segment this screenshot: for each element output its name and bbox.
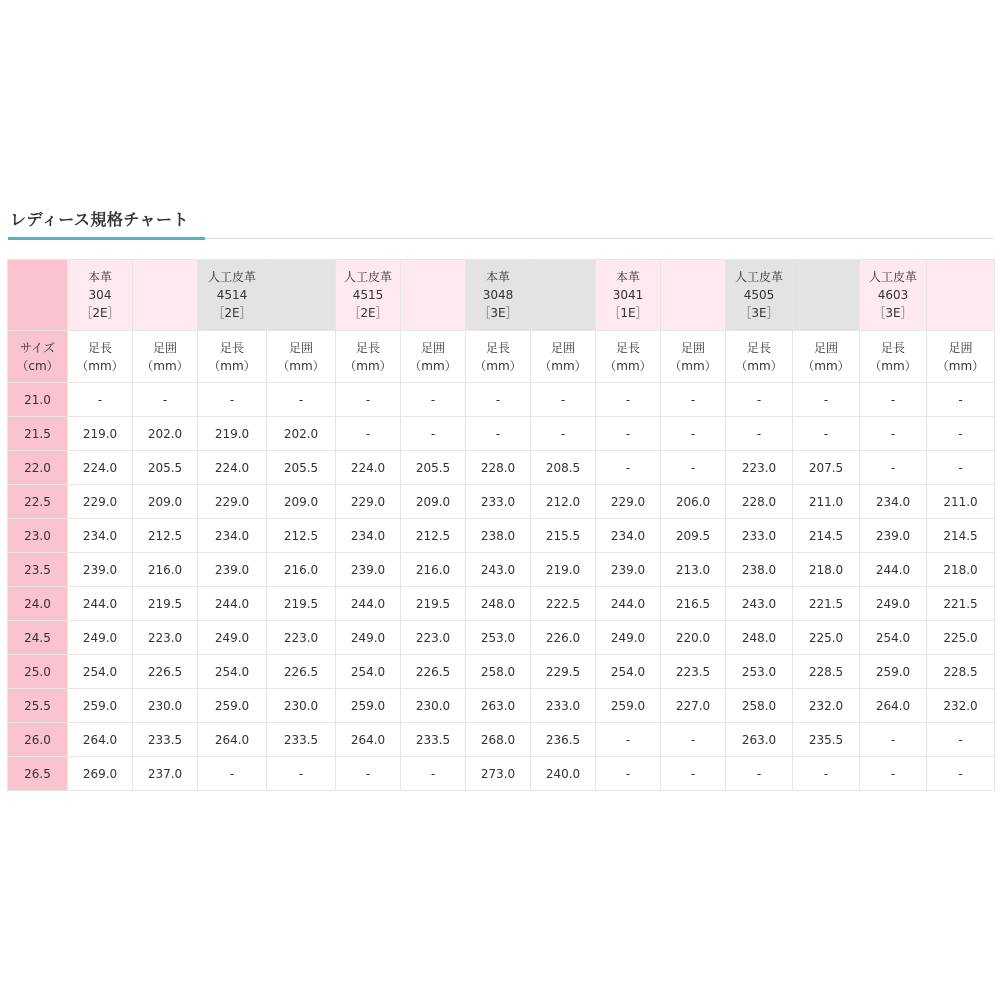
foot-length-cell: 264.0 <box>68 723 133 757</box>
model-width: ［2E］ <box>348 306 388 320</box>
measure-label: 足長 <box>219 340 244 355</box>
foot-length-cell: 229.0 <box>198 485 267 519</box>
model-material: 人工皮革 <box>868 270 917 284</box>
foot-girth-cell: 233.0 <box>531 689 596 723</box>
foot-length-cell: 238.0 <box>726 553 793 587</box>
foot-girth-cell: 202.0 <box>133 417 198 451</box>
foot-length-cell: 249.0 <box>198 621 267 655</box>
table-row <box>8 689 995 723</box>
foot-length-cell: 238.0 <box>466 519 531 553</box>
foot-girth-cell: 219.0 <box>531 553 596 587</box>
foot-length-cell: 249.0 <box>596 621 661 655</box>
foot-girth-cell: - <box>661 417 726 451</box>
model-header-cell <box>466 260 531 331</box>
model-header-filler <box>793 260 860 331</box>
table-row <box>8 655 995 689</box>
foot-girth-cell: 214.5 <box>927 519 995 553</box>
foot-length-header <box>596 331 661 383</box>
measure-label: 足囲 <box>420 340 445 355</box>
foot-girth-cell: 230.0 <box>133 689 198 723</box>
foot-girth-cell: 212.5 <box>267 519 336 553</box>
foot-length-cell: 254.0 <box>198 655 267 689</box>
foot-girth-cell: 237.0 <box>133 757 198 791</box>
foot-girth-cell: 220.0 <box>661 621 726 655</box>
foot-girth-cell: 219.5 <box>267 587 336 621</box>
foot-girth-header <box>793 331 860 383</box>
table-row <box>8 553 995 587</box>
foot-length-cell: 228.0 <box>726 485 793 519</box>
foot-girth-cell: 233.5 <box>133 723 198 757</box>
foot-length-cell: 234.0 <box>596 519 661 553</box>
model-material: 人工皮革 <box>343 270 392 284</box>
foot-length-cell: 248.0 <box>726 621 793 655</box>
model-material: 本革 <box>87 270 112 284</box>
section-title: レディース規格チャート <box>10 210 189 229</box>
foot-length-cell: 224.0 <box>336 451 401 485</box>
foot-girth-cell: - <box>531 417 596 451</box>
foot-girth-cell: 230.0 <box>401 689 466 723</box>
size-cell: 25.0 <box>8 655 68 689</box>
foot-girth-cell: 206.0 <box>661 485 726 519</box>
model-header-filler <box>531 260 596 331</box>
foot-girth-cell: 221.5 <box>793 587 860 621</box>
model-header-row <box>8 260 995 331</box>
foot-girth-cell: 209.0 <box>267 485 336 519</box>
foot-girth-cell: 221.5 <box>927 587 995 621</box>
foot-girth-cell: 219.5 <box>133 587 198 621</box>
model-header-filler <box>267 260 336 331</box>
measure-unit: （mm） <box>802 358 850 373</box>
foot-length-cell: - <box>336 757 401 791</box>
model-header-cell <box>726 260 793 331</box>
foot-girth-cell: 230.0 <box>267 689 336 723</box>
foot-length-cell: 249.0 <box>336 621 401 655</box>
size-column-header <box>8 331 68 383</box>
foot-girth-cell: - <box>661 383 726 417</box>
size-cell: 26.0 <box>8 723 68 757</box>
model-header-cell <box>860 260 927 331</box>
foot-girth-cell: 212.0 <box>531 485 596 519</box>
measure-label: 足囲 <box>152 340 177 355</box>
title-accent-bar <box>8 237 205 240</box>
size-header-line2: （cm） <box>16 358 59 373</box>
foot-length-cell: - <box>198 383 267 417</box>
model-header-filler <box>133 260 198 331</box>
foot-girth-cell: 233.5 <box>267 723 336 757</box>
foot-length-cell: - <box>336 383 401 417</box>
model-number: 304 <box>88 288 112 302</box>
model-width: ［3E］ <box>873 306 913 320</box>
foot-girth-cell: - <box>927 383 995 417</box>
foot-length-cell: 243.0 <box>726 587 793 621</box>
foot-girth-header <box>133 331 198 383</box>
foot-length-cell: 264.0 <box>336 723 401 757</box>
foot-girth-cell: 228.5 <box>793 655 860 689</box>
size-chart-body <box>8 260 995 791</box>
foot-length-cell: - <box>726 383 793 417</box>
measure-unit: （mm） <box>936 358 985 373</box>
foot-girth-cell: 209.5 <box>661 519 726 553</box>
foot-length-cell: 233.0 <box>726 519 793 553</box>
foot-length-header <box>726 331 793 383</box>
header-corner-cell <box>8 260 68 331</box>
foot-girth-cell: - <box>661 723 726 757</box>
foot-girth-cell: 216.0 <box>267 553 336 587</box>
foot-girth-cell: 232.0 <box>927 689 995 723</box>
foot-girth-cell: 207.5 <box>793 451 860 485</box>
foot-length-cell: - <box>596 723 661 757</box>
foot-length-cell: 258.0 <box>726 689 793 723</box>
foot-girth-cell: 232.0 <box>793 689 860 723</box>
size-cell: 21.5 <box>8 417 68 451</box>
foot-length-cell: 234.0 <box>336 519 401 553</box>
model-width: ［3E］ <box>739 306 779 320</box>
model-number: 3041 <box>612 288 644 302</box>
foot-girth-cell: - <box>927 451 995 485</box>
foot-length-cell: 229.0 <box>68 485 133 519</box>
foot-girth-cell: - <box>267 757 336 791</box>
foot-length-cell: 273.0 <box>466 757 531 791</box>
foot-girth-header <box>927 331 995 383</box>
foot-length-cell: 239.0 <box>336 553 401 587</box>
measure-label: 足長 <box>87 340 112 355</box>
foot-girth-cell: - <box>793 757 860 791</box>
foot-length-cell: 258.0 <box>466 655 531 689</box>
model-width: ［2E］ <box>212 306 252 320</box>
foot-girth-cell: 215.5 <box>531 519 596 553</box>
foot-girth-cell: 212.5 <box>401 519 466 553</box>
foot-girth-cell: - <box>927 723 995 757</box>
measure-unit: （mm） <box>474 358 522 373</box>
foot-length-header <box>68 331 133 383</box>
foot-length-cell: 254.0 <box>860 621 927 655</box>
foot-girth-cell: 209.0 <box>401 485 466 519</box>
foot-length-cell: 234.0 <box>68 519 133 553</box>
foot-length-header <box>860 331 927 383</box>
foot-length-cell: 264.0 <box>860 689 927 723</box>
measure-unit: （mm） <box>409 358 457 373</box>
measure-label: 足囲 <box>288 340 313 355</box>
foot-girth-cell: - <box>927 757 995 791</box>
foot-girth-cell: 225.0 <box>793 621 860 655</box>
foot-length-cell: 239.0 <box>198 553 267 587</box>
foot-girth-cell: - <box>793 383 860 417</box>
model-header-cell <box>596 260 661 331</box>
foot-length-cell: 244.0 <box>336 587 401 621</box>
measure-label: 足囲 <box>948 340 973 355</box>
foot-girth-cell: - <box>401 417 466 451</box>
foot-girth-header <box>661 331 726 383</box>
foot-girth-cell: - <box>661 451 726 485</box>
table-row <box>8 757 995 791</box>
foot-girth-cell: 216.0 <box>133 553 198 587</box>
foot-length-cell: 244.0 <box>68 587 133 621</box>
foot-length-cell: - <box>860 417 927 451</box>
foot-length-cell: - <box>596 451 661 485</box>
table-row <box>8 485 995 519</box>
table-row <box>8 519 995 553</box>
foot-girth-cell: 219.5 <box>401 587 466 621</box>
foot-length-header <box>336 331 401 383</box>
size-header-line1: サイズ <box>19 340 56 355</box>
foot-girth-cell: 213.0 <box>661 553 726 587</box>
foot-girth-cell: 222.5 <box>531 587 596 621</box>
table-row <box>8 587 995 621</box>
foot-girth-cell: 216.0 <box>401 553 466 587</box>
foot-girth-header <box>267 331 336 383</box>
foot-length-cell: 269.0 <box>68 757 133 791</box>
foot-length-cell: 259.0 <box>596 689 661 723</box>
measure-unit: （mm） <box>669 358 717 373</box>
foot-length-cell: - <box>466 417 531 451</box>
model-width: ［3E］ <box>478 306 518 320</box>
foot-length-cell: 244.0 <box>596 587 661 621</box>
table-row <box>8 417 995 451</box>
size-cell: 26.5 <box>8 757 68 791</box>
foot-length-cell: 239.0 <box>596 553 661 587</box>
foot-girth-cell: 235.5 <box>793 723 860 757</box>
foot-length-cell: 228.0 <box>466 451 531 485</box>
model-header-filler <box>401 260 466 331</box>
foot-girth-cell: 223.0 <box>133 621 198 655</box>
model-material: 本革 <box>485 270 510 284</box>
foot-girth-cell: 214.5 <box>793 519 860 553</box>
measure-unit: （mm） <box>208 358 256 373</box>
measure-label: 足囲 <box>550 340 575 355</box>
size-cell: 23.0 <box>8 519 68 553</box>
foot-length-cell: 263.0 <box>726 723 793 757</box>
foot-girth-cell: 223.0 <box>267 621 336 655</box>
foot-girth-cell: 212.5 <box>133 519 198 553</box>
foot-girth-cell: - <box>661 757 726 791</box>
foot-length-cell: 254.0 <box>68 655 133 689</box>
model-number: 4514 <box>216 288 248 302</box>
size-cell: 22.5 <box>8 485 68 519</box>
model-width: ［2E］ <box>80 306 120 320</box>
foot-girth-cell: - <box>401 757 466 791</box>
model-number: 3048 <box>482 288 514 302</box>
foot-length-cell: - <box>68 383 133 417</box>
foot-girth-cell: 223.5 <box>661 655 726 689</box>
model-number: 4603 <box>877 288 909 302</box>
foot-girth-cell: 218.0 <box>927 553 995 587</box>
measure-label: 足長 <box>746 340 771 355</box>
measure-unit: （mm） <box>277 358 325 373</box>
foot-length-cell: - <box>726 757 793 791</box>
foot-length-cell: 248.0 <box>466 587 531 621</box>
model-header-cell <box>336 260 401 331</box>
foot-length-cell: 244.0 <box>198 587 267 621</box>
foot-length-cell: - <box>860 757 927 791</box>
foot-length-cell: 254.0 <box>596 655 661 689</box>
foot-length-cell: 233.0 <box>466 485 531 519</box>
foot-length-cell: 259.0 <box>68 689 133 723</box>
measure-unit: （mm） <box>344 358 392 373</box>
foot-length-cell: 259.0 <box>198 689 267 723</box>
foot-length-cell: - <box>466 383 531 417</box>
size-chart-table <box>7 259 995 791</box>
foot-girth-cell: 211.0 <box>793 485 860 519</box>
model-number: 4515 <box>352 288 384 302</box>
foot-girth-cell: 240.0 <box>531 757 596 791</box>
foot-length-cell: - <box>596 417 661 451</box>
foot-girth-cell: 233.5 <box>401 723 466 757</box>
foot-length-cell: 239.0 <box>68 553 133 587</box>
measure-label: 足長 <box>355 340 380 355</box>
foot-girth-cell: 225.0 <box>927 621 995 655</box>
size-cell: 24.5 <box>8 621 68 655</box>
foot-length-cell: - <box>860 383 927 417</box>
foot-length-cell: 219.0 <box>68 417 133 451</box>
foot-length-cell: 224.0 <box>68 451 133 485</box>
foot-girth-cell: - <box>531 383 596 417</box>
foot-girth-cell: 216.5 <box>661 587 726 621</box>
size-cell: 25.5 <box>8 689 68 723</box>
foot-girth-cell: 236.5 <box>531 723 596 757</box>
foot-girth-cell: 226.5 <box>133 655 198 689</box>
size-cell: 24.0 <box>8 587 68 621</box>
foot-length-cell: - <box>198 757 267 791</box>
measure-label: 足囲 <box>680 340 705 355</box>
foot-girth-cell: 226.5 <box>267 655 336 689</box>
foot-girth-cell: 205.5 <box>133 451 198 485</box>
foot-length-cell: 224.0 <box>198 451 267 485</box>
foot-length-cell: 239.0 <box>860 519 927 553</box>
size-cell: 22.0 <box>8 451 68 485</box>
measure-unit: （mm） <box>735 358 783 373</box>
foot-girth-cell: 205.5 <box>267 451 336 485</box>
foot-girth-cell: 208.5 <box>531 451 596 485</box>
foot-length-cell: - <box>596 757 661 791</box>
size-cell: 21.0 <box>8 383 68 417</box>
model-material: 本革 <box>615 270 640 284</box>
foot-length-cell: 244.0 <box>860 553 927 587</box>
foot-girth-cell: - <box>793 417 860 451</box>
measure-label: 足囲 <box>813 340 838 355</box>
model-number: 4505 <box>743 288 775 302</box>
measure-unit: （mm） <box>141 358 189 373</box>
foot-girth-cell: 227.0 <box>661 689 726 723</box>
foot-length-cell: 219.0 <box>198 417 267 451</box>
model-material: 人工皮革 <box>734 270 783 284</box>
foot-length-cell: 229.0 <box>596 485 661 519</box>
foot-length-header <box>466 331 531 383</box>
measure-label: 足長 <box>615 340 640 355</box>
foot-girth-cell: - <box>133 383 198 417</box>
table-row <box>8 451 995 485</box>
foot-girth-cell: 218.0 <box>793 553 860 587</box>
foot-length-cell: 268.0 <box>466 723 531 757</box>
foot-length-cell: 229.0 <box>336 485 401 519</box>
foot-girth-cell: 226.0 <box>531 621 596 655</box>
foot-length-cell: 263.0 <box>466 689 531 723</box>
foot-length-cell: - <box>596 383 661 417</box>
foot-length-cell: 253.0 <box>726 655 793 689</box>
foot-girth-cell: - <box>401 383 466 417</box>
foot-length-cell: - <box>726 417 793 451</box>
foot-length-cell: - <box>860 451 927 485</box>
unit-header-row <box>8 331 995 383</box>
foot-length-cell: - <box>336 417 401 451</box>
foot-length-header <box>198 331 267 383</box>
foot-length-cell: 249.0 <box>68 621 133 655</box>
measure-unit: （mm） <box>76 358 124 373</box>
table-row <box>8 723 995 757</box>
foot-girth-cell: 205.5 <box>401 451 466 485</box>
foot-girth-cell: 209.0 <box>133 485 198 519</box>
model-header-filler <box>661 260 726 331</box>
foot-length-cell: 223.0 <box>726 451 793 485</box>
foot-girth-cell: 223.0 <box>401 621 466 655</box>
measure-unit: （mm） <box>869 358 917 373</box>
measure-label: 足長 <box>880 340 905 355</box>
measure-unit: （mm） <box>539 358 587 373</box>
foot-girth-cell: 229.5 <box>531 655 596 689</box>
foot-length-cell: 249.0 <box>860 587 927 621</box>
foot-girth-cell: - <box>267 383 336 417</box>
measure-label: 足長 <box>485 340 510 355</box>
table-row <box>8 621 995 655</box>
model-width: ［1E］ <box>608 306 648 320</box>
foot-girth-cell: 202.0 <box>267 417 336 451</box>
measure-unit: （mm） <box>604 358 652 373</box>
model-header-cell <box>198 260 267 331</box>
foot-length-cell: 234.0 <box>198 519 267 553</box>
foot-length-cell: 259.0 <box>860 655 927 689</box>
foot-length-cell: - <box>860 723 927 757</box>
foot-length-cell: 254.0 <box>336 655 401 689</box>
foot-girth-cell: 228.5 <box>927 655 995 689</box>
model-header-cell <box>68 260 133 331</box>
foot-length-cell: 234.0 <box>860 485 927 519</box>
model-header-filler <box>927 260 995 331</box>
foot-girth-cell: 211.0 <box>927 485 995 519</box>
table-row <box>8 383 995 417</box>
foot-girth-header <box>401 331 466 383</box>
model-material: 人工皮革 <box>207 270 256 284</box>
foot-girth-cell: 226.5 <box>401 655 466 689</box>
foot-length-cell: 243.0 <box>466 553 531 587</box>
foot-girth-header <box>531 331 596 383</box>
foot-girth-cell: - <box>927 417 995 451</box>
foot-length-cell: 253.0 <box>466 621 531 655</box>
foot-length-cell: 264.0 <box>198 723 267 757</box>
size-cell: 23.5 <box>8 553 68 587</box>
foot-length-cell: 259.0 <box>336 689 401 723</box>
